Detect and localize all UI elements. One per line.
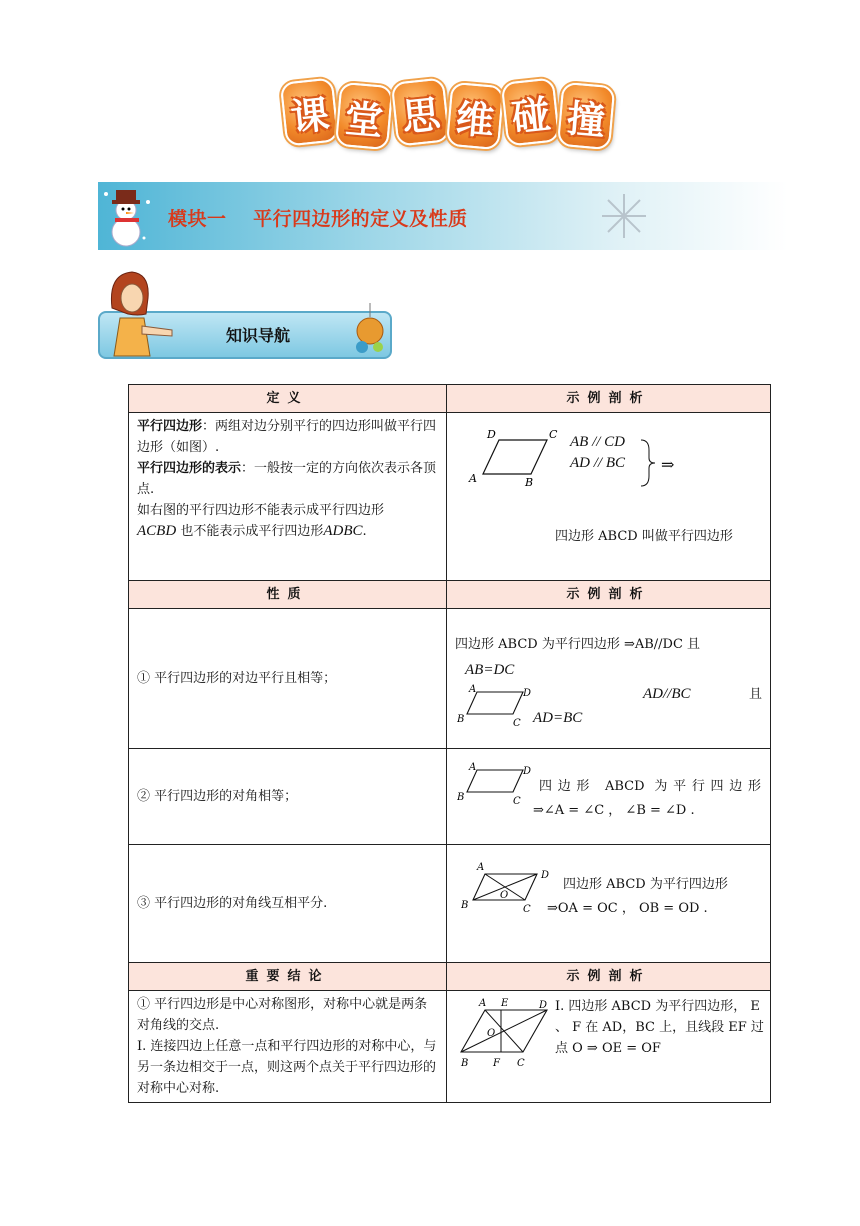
vertex-label: O xyxy=(487,1028,496,1039)
property-3-example xyxy=(447,845,771,963)
prop2-line-b: ⇒∠A = ∠C ， ∠B = ∠D . xyxy=(533,803,695,818)
vertex-label: D xyxy=(541,870,550,881)
title-char: 碰 xyxy=(501,77,561,146)
section-title xyxy=(283,80,613,150)
parallelogram-figure xyxy=(457,762,533,808)
implies-arrow: ⇒ xyxy=(661,455,675,474)
vertex-label: F xyxy=(493,1058,500,1069)
vertex-label: C xyxy=(513,796,521,807)
prop3-line-b: ⇒OA = OC ， OB = OD . xyxy=(547,901,708,916)
module-label: 模块一 平行四边形的定义及性质 xyxy=(168,208,468,230)
conclusion-example xyxy=(447,991,771,1103)
prop3-line-a: 四边形 ABCD 为平行四边形 xyxy=(563,877,728,892)
header-definition: 定义 xyxy=(129,385,447,413)
definition-cell xyxy=(129,413,447,581)
table-row xyxy=(129,845,771,963)
parallel-conditions xyxy=(570,432,625,474)
notation-text: ：一般按一定的方向依次表示各顶点. xyxy=(137,461,437,497)
vertex-label: C xyxy=(549,428,558,441)
ornament-icon xyxy=(352,303,388,355)
title-char: 撞 xyxy=(557,82,616,150)
definition-text: ：两组对边分别平行的四边形叫做平行四边形（如图）. xyxy=(137,419,437,455)
header-example: 示例剖析 xyxy=(447,581,771,609)
table-header-row xyxy=(129,385,771,413)
vertex-label: A xyxy=(479,998,487,1009)
vertex-label: B xyxy=(525,476,534,486)
parallelogram-ef-figure xyxy=(457,998,553,1070)
vertex-label: B xyxy=(461,900,469,911)
example-cell xyxy=(447,413,771,581)
table-header-row xyxy=(129,963,771,991)
prop1-line-c2: 且 xyxy=(749,687,763,702)
module-banner xyxy=(98,182,788,250)
note-text: 如右图的平行四边形不能表示成平行四边形 xyxy=(137,503,385,518)
vertex-label: C xyxy=(513,718,521,729)
property-2-example xyxy=(447,749,771,845)
parallelogram-figure xyxy=(465,422,561,486)
snowflake-icon xyxy=(600,192,648,240)
header-property: 性质 xyxy=(129,581,447,609)
prop1-line-d: AD=BC xyxy=(533,710,583,726)
vertex-label: C xyxy=(523,904,531,914)
vertex-label: A xyxy=(469,762,477,773)
term-parallelogram: 平行四边形 xyxy=(137,419,203,434)
conclusion-cell xyxy=(129,991,447,1103)
title-char: 维 xyxy=(446,82,505,150)
table-row xyxy=(129,609,771,749)
title-char: 思 xyxy=(390,77,450,146)
girl-mascot-icon xyxy=(98,268,178,358)
property-1-example xyxy=(447,609,771,749)
vertex-label: D xyxy=(523,766,532,777)
label-adbc: ADBC xyxy=(323,523,363,539)
table-row xyxy=(129,413,771,581)
knowledge-table xyxy=(128,384,771,1103)
table-row xyxy=(129,991,771,1103)
header-example: 示例剖析 xyxy=(447,385,771,413)
prop2-line-a: 四边形 ABCD 为平行四边形 xyxy=(539,779,761,794)
vertex-label: D xyxy=(487,428,496,441)
condition-ab-cd: AB // CD xyxy=(570,434,625,450)
vertex-label: E xyxy=(501,998,509,1009)
vertex-label: C xyxy=(517,1058,525,1069)
vertex-label: A xyxy=(477,862,485,873)
knowledge-nav-label: 知识导航 xyxy=(226,326,291,345)
parallelogram-figure xyxy=(457,684,533,730)
table-header-row xyxy=(129,581,771,609)
vertex-label: O xyxy=(500,890,509,901)
header-example: 示例剖析 xyxy=(447,963,771,991)
vertex-label: B xyxy=(457,792,465,803)
vertex-label: A xyxy=(469,684,477,695)
title-char: 堂 xyxy=(335,82,394,150)
prop1-line-b: AB=DC xyxy=(465,662,515,678)
header-conclusion: 重要结论 xyxy=(129,963,447,991)
vertex-label: A xyxy=(469,472,477,485)
note-text-2: 也不能表示成平行四边形 xyxy=(180,524,324,539)
definition-conclusion: 四边形 ABCD 叫做平行四边形 xyxy=(555,529,733,544)
term-notation: 平行四边形的表示 xyxy=(137,461,242,476)
label-acbd: ACBD xyxy=(137,523,177,539)
conclusion-p1: ① 平行四边形是中心对称图形，对称中心就是两条对角线的交点. xyxy=(137,997,428,1033)
conclusion-example-text: Ⅰ. 四边形 ABCD 为平行四边形， E 、 F 在 AD，BC 上，且线段 EF 过点 O ⇒ OE = OF xyxy=(555,999,764,1056)
vertex-label: B xyxy=(461,1058,469,1069)
prop1-line-a: 四边形 ABCD 为平行四边形 ⇒AB//DC 且 xyxy=(455,637,701,652)
prop1-line-c: AD//BC xyxy=(643,686,691,702)
snowman-icon xyxy=(98,182,158,250)
period: . xyxy=(362,524,367,539)
parallelogram-diagonals-figure xyxy=(461,860,557,914)
title-char: 课 xyxy=(280,77,340,146)
property-3-cell: ③ 平行四边形的对角线互相平分. xyxy=(129,845,447,963)
vertex-label: B xyxy=(457,714,465,725)
vertex-label: D xyxy=(539,1000,548,1011)
table-row xyxy=(129,749,771,845)
property-1-cell: ① 平行四边形的对边平行且相等； xyxy=(129,609,447,749)
property-2-cell: ② 平行四边形的对角相等； xyxy=(129,749,447,845)
condition-ad-bc: AD // BC xyxy=(570,455,625,471)
conclusion-p2: Ⅰ. 连接四边上任意一点和平行四边形的对称中心，与另一条边相交于一点，则这两个点关于平行四边形的对称中心对称. xyxy=(137,1039,437,1096)
vertex-label: D xyxy=(523,688,532,699)
